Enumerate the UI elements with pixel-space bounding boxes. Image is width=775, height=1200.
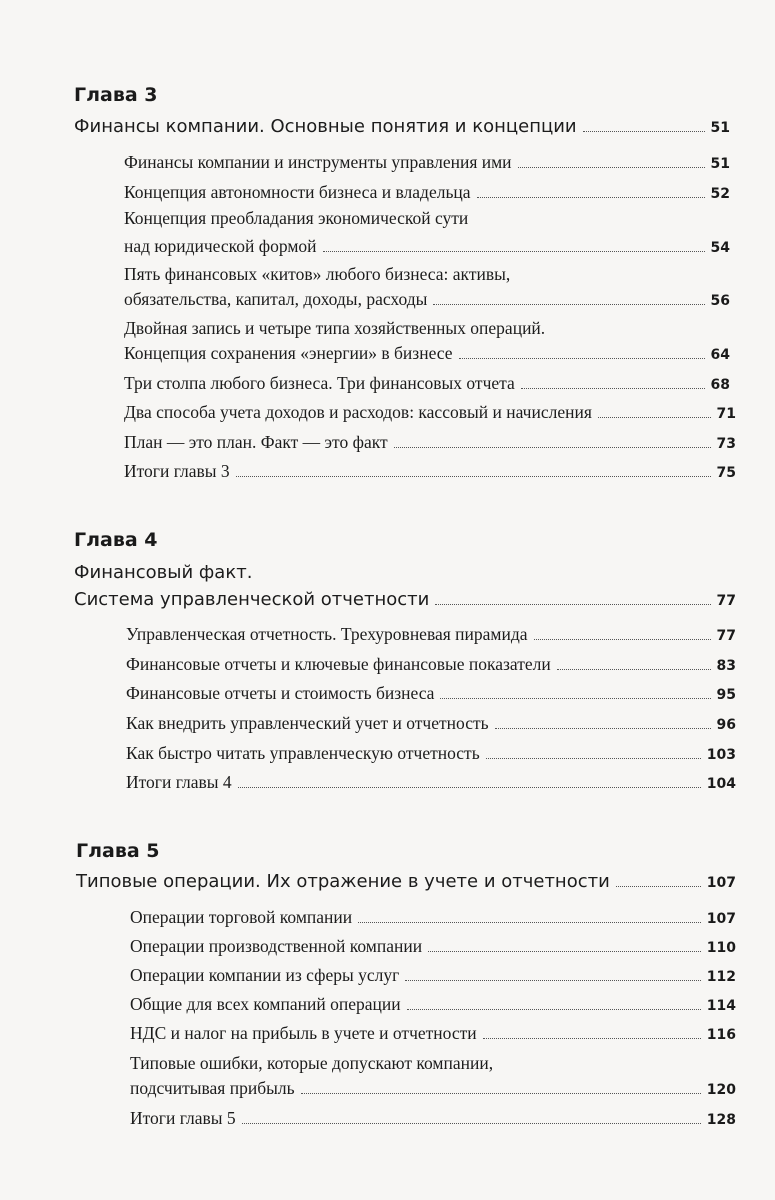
entry-title: Итоги главы 4: [126, 772, 232, 792]
page-number: 114: [706, 998, 736, 1014]
entry-title: обязательства, капитал, доходы, расходы: [124, 289, 428, 309]
entry-title-line: Двойная запись и четыре типа хозяйственных операций.: [124, 318, 546, 338]
dot-leader: [323, 250, 705, 252]
entry-title: НДС и налог на прибыль в учете и отчетности: [130, 1023, 477, 1043]
page-number: 68: [710, 377, 730, 393]
dot-leader: [405, 979, 700, 981]
dot-leader: [583, 130, 705, 132]
dot-leader: [486, 757, 701, 759]
dot-leader: [440, 697, 710, 699]
entry-title: Три столпа любого бизнеса. Три финансовых отчета: [124, 373, 515, 393]
entry-title: Финансовые отчеты и ключевые финансовые показатели: [126, 654, 551, 674]
toc-entry[interactable]: [130, 994, 736, 1015]
dot-leader: [238, 786, 701, 788]
dot-leader: [534, 638, 711, 640]
toc-entry[interactable]: [130, 1078, 736, 1099]
dot-leader: [433, 303, 704, 305]
entry-title: Концепция сохранения «энергии» в бизнесе: [124, 343, 453, 363]
toc-entry[interactable]: [126, 713, 736, 734]
dot-leader: [518, 166, 705, 168]
toc-entry[interactable]: [130, 936, 736, 957]
entry-title: Финансы компании. Основные понятия и концепции: [74, 116, 577, 137]
toc-entry[interactable]: [130, 965, 736, 986]
entry-title: Итоги главы 3: [124, 461, 230, 481]
dot-leader: [407, 1008, 701, 1010]
entry-title: Управленческая отчетность. Трехуровневая пирамида: [126, 624, 528, 644]
entry-title: Операции торговой компании: [130, 907, 353, 927]
page-number: 75: [716, 465, 736, 481]
toc-entry[interactable]: [126, 624, 736, 645]
entry-title: Финансовые отчеты и стоимость бизнеса: [126, 683, 435, 703]
page-number: 77: [716, 593, 736, 609]
page-number: 52: [710, 186, 730, 202]
entry-title: Итоги главы 5: [130, 1108, 236, 1128]
toc-entry[interactable]: [126, 772, 736, 793]
toc-entry[interactable]: [124, 432, 736, 453]
page-number: 64: [710, 347, 730, 363]
page-number: 128: [706, 1112, 736, 1128]
entry-title: Два способа учета доходов и расходов: кассовый и начисления: [124, 402, 592, 422]
page-number: 77: [716, 628, 736, 644]
page-number: 120: [706, 1082, 736, 1098]
page-number: 103: [706, 747, 736, 763]
entry-title: Финансы компании и инструменты управления ими: [124, 152, 512, 172]
entry-title: Как внедрить управленческий учет и отчетность: [126, 713, 489, 733]
page-number: 56: [710, 293, 730, 309]
dot-leader: [557, 668, 711, 670]
toc-entry[interactable]: [124, 182, 730, 203]
dot-leader: [459, 357, 705, 359]
toc-entry[interactable]: [126, 654, 736, 675]
chapter-4-title-line: Финансовый факт.: [74, 562, 253, 583]
dot-leader: [495, 727, 711, 729]
page-number: 95: [716, 687, 736, 703]
entry-title: Операции производственной компании: [130, 936, 423, 956]
dot-leader: [483, 1037, 701, 1039]
page-number: 51: [710, 120, 730, 136]
page-number: 83: [716, 658, 736, 674]
entry-title: Как быстро читать управленческую отчетность: [126, 743, 480, 763]
chapter-4-title-entry[interactable]: [74, 589, 736, 610]
entry-title: Операции компании из сферы услуг: [130, 965, 400, 985]
chapter-5-heading: Глава 5: [76, 840, 160, 862]
toc-entry[interactable]: [124, 461, 736, 482]
dot-leader: [301, 1092, 701, 1094]
page-number: 116: [706, 1027, 736, 1043]
toc-entry[interactable]: [130, 1108, 736, 1129]
dot-leader: [428, 950, 701, 952]
page-number: 71: [716, 406, 736, 422]
toc-entry[interactable]: [124, 402, 736, 423]
page-number: 112: [706, 969, 736, 985]
toc-entry[interactable]: [124, 152, 730, 173]
page-number: 51: [710, 156, 730, 172]
page-number: 107: [706, 911, 736, 927]
dot-leader: [394, 446, 711, 448]
chapter-3-heading: Глава 3: [74, 84, 158, 106]
entry-title: План — это план. Факт — это факт: [124, 432, 388, 452]
page-number: 96: [716, 717, 736, 733]
toc-entry[interactable]: [130, 1023, 736, 1044]
dot-leader: [236, 475, 711, 477]
page-number: 54: [710, 240, 730, 256]
chapter-5-title-entry[interactable]: [76, 871, 736, 892]
entry-title: Типовые операции. Их отражение в учете и отчетности: [76, 871, 610, 892]
page-number: 104: [706, 776, 736, 792]
dot-leader: [521, 387, 705, 389]
page-number: 73: [716, 436, 736, 452]
entry-title: Общие для всех компаний операции: [130, 994, 401, 1014]
toc-entry[interactable]: [124, 343, 730, 364]
entry-title-line: Типовые ошибки, которые допускают компании,: [130, 1053, 494, 1073]
dot-leader: [435, 603, 710, 605]
toc-entry[interactable]: [126, 743, 736, 764]
entry-title-line: Концепция преобладания экономической сути: [124, 208, 469, 228]
toc-entry[interactable]: [126, 683, 736, 704]
toc-entry[interactable]: [124, 289, 730, 310]
dot-leader: [477, 196, 705, 198]
page-number: 107: [706, 875, 736, 891]
entry-title: Концепция автономности бизнеса и владельца: [124, 182, 471, 202]
chapter-4-heading: Глава 4: [74, 529, 158, 551]
chapter-3-title-entry[interactable]: [74, 116, 730, 137]
entry-title: Система управленческой отчетности: [74, 589, 430, 610]
dot-leader: [616, 885, 701, 887]
entry-title: над юридической формой: [124, 236, 317, 256]
toc-entry[interactable]: [124, 236, 730, 257]
toc-entry[interactable]: [130, 907, 736, 928]
entry-title: подсчитывая прибыль: [130, 1078, 295, 1098]
dot-leader: [242, 1122, 701, 1124]
dot-leader: [358, 921, 701, 923]
entry-title-line: Пять финансовых «китов» любого бизнеса: активы,: [124, 264, 511, 284]
dot-leader: [598, 416, 711, 418]
page-number: 110: [706, 940, 736, 956]
toc-entry[interactable]: [124, 373, 730, 394]
